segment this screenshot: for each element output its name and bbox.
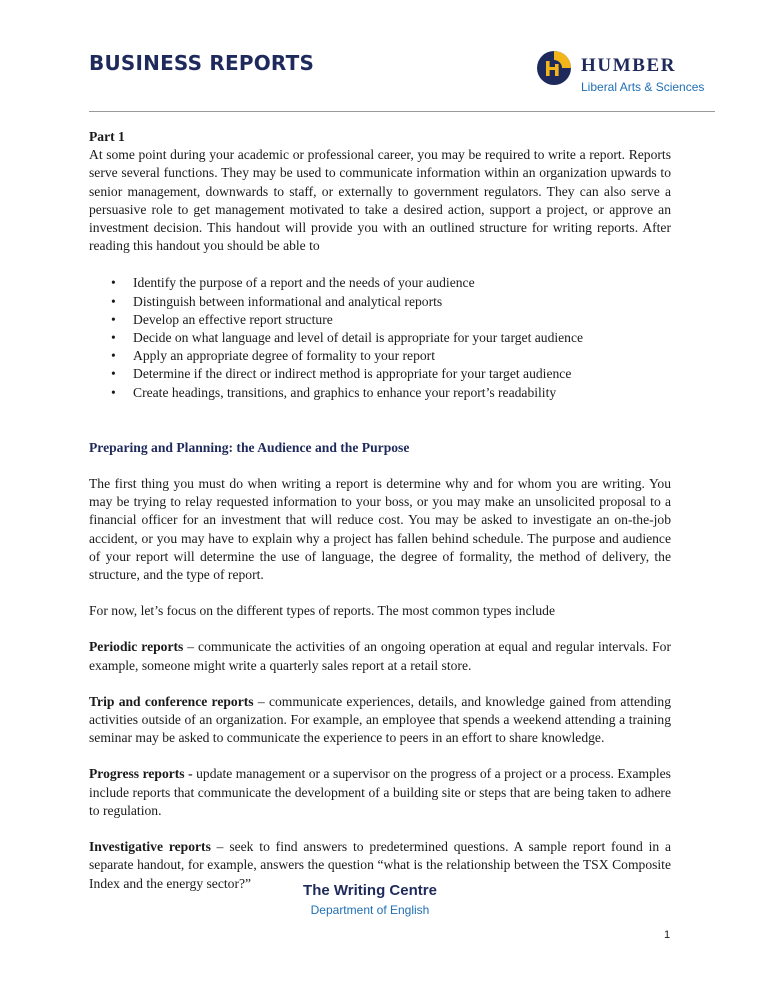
objectives-list (89, 274, 671, 401)
list-item (111, 384, 671, 402)
report-type-term: Trip and conference reports (89, 693, 254, 709)
report-type-description: seek to find answers to predetermined questions. A sample report found in a separate handout, for example, answers the question “what is the relationship between the TSX Composite Index and the energy sector?” (89, 839, 672, 891)
page-number: 1 (664, 929, 671, 941)
report-type-description: communicate experiences, details, and knowledge gained from attending activities outside of an organization. For example, an employee that spends a weekend attending a training seminar may be asked to communicate the experience to peers in an effort to share knowledge. (89, 693, 671, 746)
bullet-icon: • (111, 311, 116, 327)
list-item-text: Create headings, transitions, and graphics to enhance your report’s readability (133, 384, 557, 400)
report-type-description: communicate the activities of an ongoing operation at equal and regular intervals. For example, someone might write a quarterly sales report at a retail store. (89, 639, 671, 673)
report-type-separator: – (253, 693, 269, 709)
bullet-icon: • (111, 366, 116, 382)
report-type-term: Investigative reports (89, 839, 211, 855)
report-type-trip-conference (89, 693, 671, 748)
list-item-text: Apply an appropriate degree of formality to your report (133, 348, 435, 364)
report-type-separator: – (183, 639, 199, 655)
document-body (89, 128, 671, 893)
report-type-separator: – (210, 839, 230, 855)
report-type-term: Periodic reports (89, 639, 184, 655)
header-divider (89, 111, 715, 112)
humber-logo-mark-icon (536, 50, 572, 86)
list-item-text: Develop an effective report structure (133, 311, 333, 327)
bullet-icon: • (111, 348, 116, 364)
bullet-icon: • (111, 275, 116, 291)
list-item (111, 347, 671, 365)
report-type-term: Progress reports - (89, 766, 193, 782)
list-item-text: Identify the purpose of a report and the needs of your audience (133, 275, 475, 291)
list-item-text: Determine if the direct or indirect method is appropriate for your target audience (133, 366, 572, 382)
list-item (111, 365, 671, 383)
report-type-periodic (89, 638, 671, 674)
list-item-text: Decide on what language and level of detail is appropriate for your target audience (133, 330, 584, 346)
section-heading: Preparing and Planning: the Audience and the Purpose (89, 439, 410, 455)
list-item (111, 329, 671, 347)
types-intro: For now, let’s focus on the different types of reports. The most common types include (89, 603, 556, 619)
footer-title: The Writing Centre (303, 882, 437, 899)
document-title: BUSINESS REPORTS (89, 51, 315, 75)
report-type-progress (89, 765, 671, 820)
list-item-text: Distinguish between informational and analytical reports (133, 293, 443, 309)
list-item (111, 311, 671, 329)
list-item (111, 274, 671, 292)
intro-paragraph: At some point during your academic or professional career, you may be required to write a report. Reports serve several functions. They may be used to communicate information within an organization upwards to senior management, downwards to staff, or externally to government regulators. They can also serve a persuasive role to get management motivated to take a desired action, support a project, or approve an investment decision. This handout will provide you with an outlined structure for writing reports. After reading this handout you should be able to (89, 147, 671, 254)
logo-subtitle: Liberal Arts & Sciences (581, 80, 705, 94)
bullet-icon: • (111, 384, 116, 400)
footer-subtitle: Department of English (310, 903, 430, 917)
bullet-icon: • (111, 330, 116, 346)
bullet-icon: • (111, 293, 116, 309)
part-heading: Part 1 (89, 129, 125, 144)
logo-name: HUMBER (581, 55, 677, 76)
planning-paragraph: The first thing you must do when writing a report is determine why and for whom you are writing. You may be trying to relay requested information to your boss, or you may make an unsolicited proposal to a financial officer for an investment that will reduce cost. You may be asked to investigate an on-the-job accident, or you may have to explain why a project has fallen behind schedule. The purpose and audience of your report will determine the use of language, the degree of formality, the method of delivery, the structure, and the type of report. (89, 476, 671, 583)
humber-logo (536, 50, 721, 96)
report-type-description: update management or a supervisor on the progress of a project or a process. Examples include reports that communicate the development of a building site or steps that are being taken to adhere to regulation. (89, 766, 671, 818)
list-item (111, 293, 671, 311)
